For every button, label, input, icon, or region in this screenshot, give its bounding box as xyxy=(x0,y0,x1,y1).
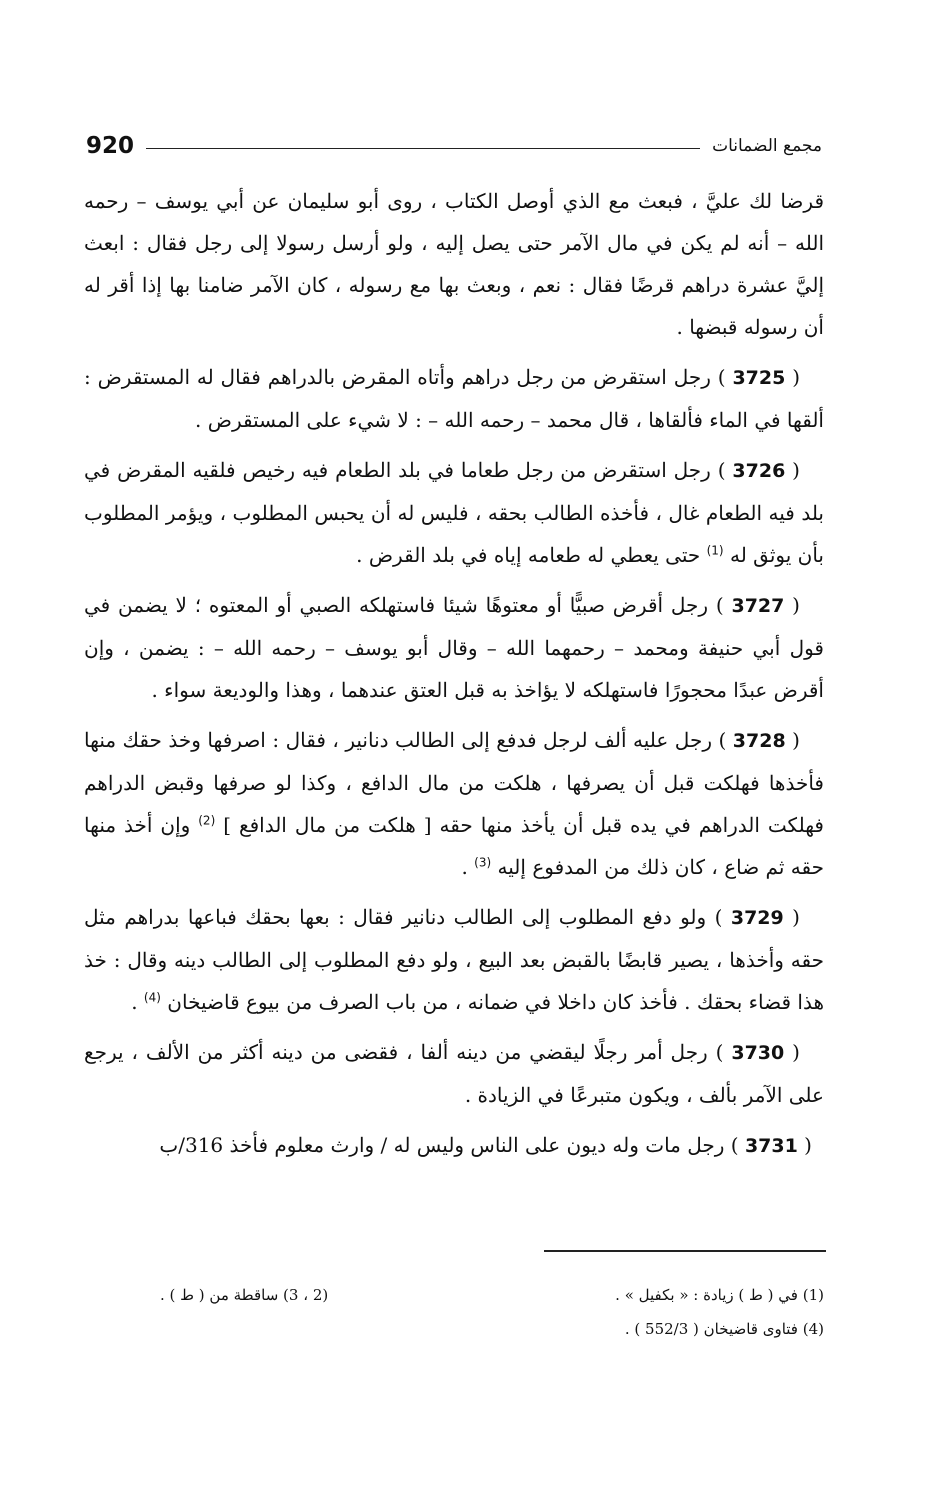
footnote-row xyxy=(160,1278,824,1312)
entry-3725: ( 3725 ) رجل استقرض من رجل دراهم وأتاه المقرض بالدراهم فقال له المستقرض : ألقها في الماء فألقاها ، قال محمد – رحمه الله – : لا شيء على المستقرض . xyxy=(84,365,824,432)
entry-text-end: . xyxy=(131,990,138,1014)
footnote-marker: (2) xyxy=(198,813,216,828)
entry-number: 3726 xyxy=(732,460,786,482)
footnotes xyxy=(160,1278,824,1346)
footnote-marker: (1) xyxy=(706,543,724,558)
entry-text: رجل أقرض صبيًّا أو معتوهًا شيئا فاستهلكه الصبي أو المعتوه ؛ لا يضمن في قول أبي حنيفة ومحمد – رحمهما الله – وقال أبو يوسف – رحمه الله – : يضمن ، وإن أقرض عبدًا محجورًا فاستهلكه لا يؤاخذ به قبل العتق عندهما ، وهذا والوديعة سواء . xyxy=(84,593,824,702)
entry-number: 3728 xyxy=(732,730,786,752)
paragraph-text: قرضا لك عليَّ ، فبعث مع الذي أوصل الكتاب ، روى أبو سليمان عن أبي يوسف – رحمه الله – أنه لم يكن في مال الآمر حتى يصل إليه ، ولو أرسل رسولا إلى رجل فقال : ابعث إليَّ عشرة دراهم قرضًا فقال : نعم ، وبعث بها مع رسوله ، كان الآمر ضامنا بها إذا أقر له أن رسوله قبضها . xyxy=(84,189,825,339)
running-title: مجمع الضمانات xyxy=(712,136,822,156)
entry-text-end: . xyxy=(461,855,468,879)
entry-text: رجل مات وله ديون على الناس وليس له / وارث معلوم فأخذ 316/ب xyxy=(159,1133,725,1157)
paragraph-continuation xyxy=(84,180,824,348)
entry-3728: ( 3728 ) رجل عليه ألف لرجل فدفع إلى الطالب دنانير ، فقال : اصرفها وخذ حقك منها فأخذها فهلكت قبل أن يصرفها ، هلكت من مال الدافع ، وكذا لو صرفها وقبض الدراهم فهلكت الدراهم في يده قبل أن يأخذ منها حقه [ هلكت من مال الدافع ] $^{(2)}$ وإن أخذ منها حقه ثم ضاع ، كان ذلك من المدفوع إليه $^{(3)}$ . xyxy=(84,728,824,879)
entry-text: رجل استقرض من رجل دراهم وأتاه المقرض بالدراهم فقال له المستقرض : ألقها في الماء فألقاها ، قال محمد – رحمه الله – : لا شيء على المستقرض . xyxy=(84,365,824,432)
entry-text: رجل أمر رجلًا ليقضي من دينه ألفا ، فقضى من دينه أكثر من الألف ، يرجع على الآمر بألف ، ويكون متبرعًا في الزيادة . xyxy=(84,1040,824,1107)
entry-number: 3730 xyxy=(731,1042,785,1064)
body-text xyxy=(84,180,824,1175)
footnote-row xyxy=(160,1312,824,1346)
entry-number: 3731 xyxy=(744,1135,798,1157)
entry-number: 3727 xyxy=(731,595,785,617)
entry-text: رجل عليه ألف لرجل فدفع إلى الطالب دنانير ، فقال : اصرفها وخذ حقك منها فأخذها فهلكت قبل أن يصرفها ، هلكت من مال الدافع ، وكذا لو صرفها وقبض الدراهم فهلكت الدراهم في يده قبل أن يأخذ منها حقه [ هلكت من مال الدافع ] xyxy=(84,728,824,837)
entry-text: ولو دفع المطلوب إلى الطالب دنانير فقال : بعها بحقك فباعها بدراهم مثل حقه وأخذها ، يصير قابضًا بالقبض بعد البيع ، ولو دفع المطلوب إلى الطالب دينه وقال : خذ هذا قضاء بحقك . فأخذ كان داخلا في ضمانه ، من باب الصرف من بيوع قاضيخان xyxy=(84,905,824,1014)
footnote-4: (4) فتاوى قاضيخان ( 552/3 ) . xyxy=(624,1320,824,1338)
page-number: 920 xyxy=(86,133,135,159)
entry-3729: ( 3729 ) ولو دفع المطلوب إلى الطالب دنانير فقال : بعها بحقك فباعها بدراهم مثل حقه وأخذها ، يصير قابضًا بالقبض بعد البيع ، ولو دفع المطلوب إلى الطالب دينه وقال : خذ هذا قضاء بحقك . فأخذ كان داخلا في ضمانه ، من باب الصرف من بيوع قاضيخان $^{(4)}$ . xyxy=(84,905,824,1014)
entry-3730: ( 3730 ) رجل أمر رجلًا ليقضي من دينه ألفا ، فقضى من دينه أكثر من الألف ، يرجع على الآمر بألف ، ويكون متبرعًا في الزيادة . xyxy=(84,1040,824,1107)
page-header xyxy=(86,126,822,166)
entry-text-continued: وإن أخذ منها حقه ثم ضاع ، كان ذلك من المدفوع إليه xyxy=(84,813,824,879)
footnote-marker: (4) xyxy=(143,990,161,1005)
footnote-1: (1) في ( ط ) زيادة : « بكفيل » . xyxy=(615,1286,824,1304)
footnote-rule xyxy=(544,1250,826,1252)
entry-3731: ( 3731 ) رجل مات وله ديون على الناس وليس له / وارث معلوم فأخذ 316/ب xyxy=(159,1133,812,1157)
entry-3727: ( 3727 ) رجل أقرض صبيًّا أو معتوهًا شيئا فاستهلكه الصبي أو المعتوه ؛ لا يضمن في قول أبي حنيفة ومحمد – رحمهما الله – وقال أبو يوسف – رحمه الله – : يضمن ، وإن أقرض عبدًا محجورًا فاستهلكه لا يؤاخذ به قبل العتق عندهما ، وهذا والوديعة سواء . xyxy=(84,593,824,702)
header-rule xyxy=(146,148,700,149)
entry-text-continued: حتى يعطي له طعامه إياه في بلد القرض . xyxy=(356,543,701,567)
entry-number: 3729 xyxy=(730,907,784,929)
entry-text: رجل استقرض من رجل طعاما في بلد الطعام فيه رخيص فلقيه المقرض في بلد فيه الطعام غال ، فأخذه الطالب بحقه ، فليس له أن يحبس المطلوب ، ويؤمر المطلوب بأن يوثق له xyxy=(84,458,824,567)
footnote-marker: (3) xyxy=(474,855,492,870)
entry-3726: ( 3726 ) رجل استقرض من رجل طعاما في بلد الطعام فيه رخيص فلقيه المقرض في بلد فيه الطعام غال ، فأخذه الطالب بحقه ، فليس له أن يحبس المطلوب ، ويؤمر المطلوب بأن يوثق له $^{(1)}$ حتى يعطي له طعامه إياه في بلد القرض . xyxy=(84,458,824,567)
footnote-2-3: (2 ، 3) ساقطة من ( ط ) . xyxy=(160,1286,329,1304)
entry-number: 3725 xyxy=(732,367,786,389)
